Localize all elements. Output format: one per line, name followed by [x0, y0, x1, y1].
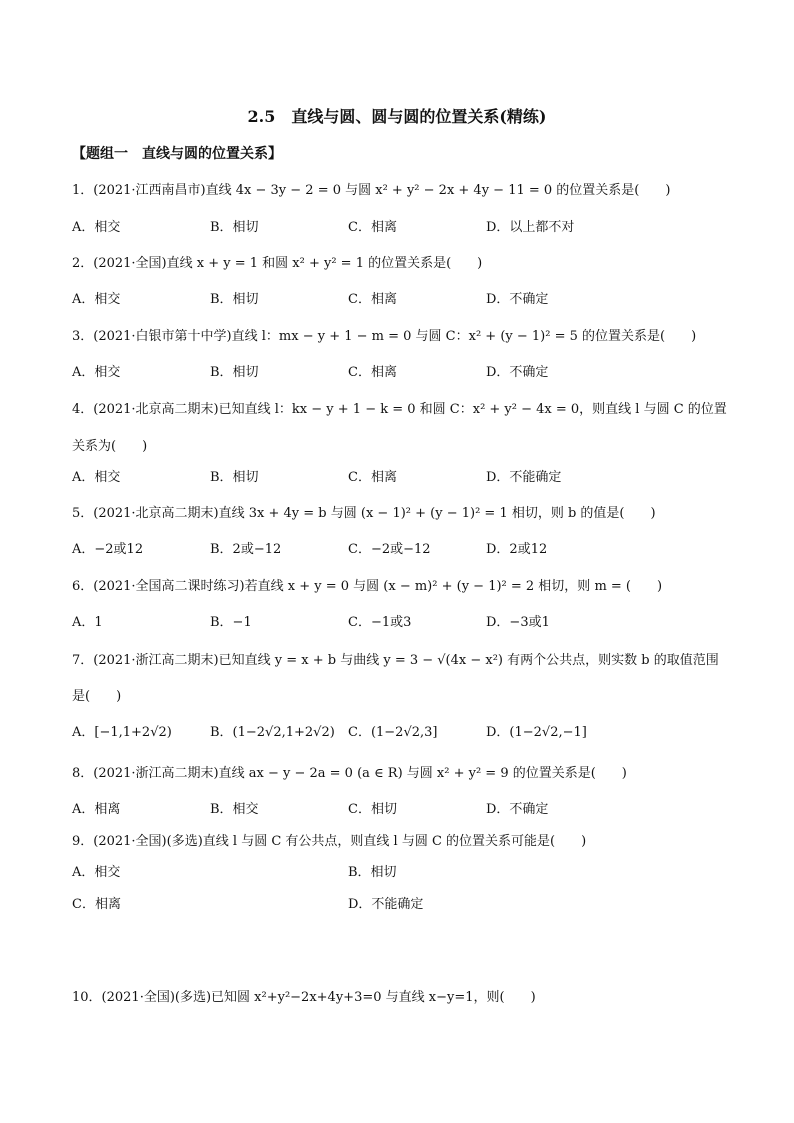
page-title: 2.5 直线与圆、圆与圆的位置关系(精练): [247, 107, 547, 126]
option-a: A．相交: [72, 865, 121, 880]
option-a: A．[−1,1+2√2): [72, 725, 172, 740]
option-c: C．相切: [348, 802, 397, 817]
option-b: B．−1: [210, 615, 252, 630]
question-4-stem-line2: 关系为( ): [72, 439, 148, 454]
option-b: B．相交: [210, 802, 259, 817]
option-d: D．不确定: [486, 802, 549, 817]
option-c: C．(1−2√2,3]: [348, 725, 438, 740]
question-3-options: [72, 361, 772, 381]
option-d: D．2或12: [486, 542, 548, 557]
question-2-stem: 2．(2021·全国)直线 x + y = 1 和圆 x² + y² = 1 的位置关系是( ): [72, 256, 483, 271]
question-6-options: [72, 611, 772, 631]
option-b: B．相切: [348, 865, 397, 880]
question-5-stem: 5．(2021·北京高二期末)直线 3x + 4y = b 与圆 (x − 1)² + (y − 1)² = 1 相切，则 b 的值是( ): [72, 506, 656, 521]
question-7-stem-line1: 7．(2021·浙江高二期末)已知直线 y = x + b 与曲线 y = 3 − √(4x − x²) 有两个公共点，则实数 b 的取值范围: [72, 653, 719, 668]
question-8-options: [72, 798, 772, 818]
question-4-options: [72, 466, 772, 486]
question-8-stem: 8．(2021·浙江高二期末)直线 ax − y − 2a = 0 (a ∈ R) 与圆 x² + y² = 9 的位置关系是( ): [72, 766, 627, 781]
question-3-stem: 3．(2021·白银市第十中学)直线 l：mx − y + 1 − m = 0 与圆 C：x² + (y − 1)² = 5 的位置关系是( ): [72, 329, 697, 344]
option-b: B．相切: [210, 365, 259, 380]
question-10-stem: 10．(2021·全国)(多选)已知圆 x²+y²−2x+4y+3=0 与直线 x−y=1，则( ): [72, 990, 536, 1005]
option-b: B．相切: [210, 292, 259, 307]
question-5-options: [72, 538, 772, 558]
question-4-stem-line1: 4．(2021·北京高二期末)已知直线 l：kx − y + 1 − k = 0 和圆 C：x² + y² − 4x = 0，则直线 l 与圆 C 的位置: [72, 402, 727, 417]
option-d: D．不能确定: [486, 470, 562, 485]
option-a: A．相离: [72, 802, 121, 817]
option-b: B．相切: [210, 220, 259, 235]
option-b: B．2或−12: [210, 542, 282, 557]
question-6-stem: 6．(2021·全国高二课时练习)若直线 x + y = 0 与圆 (x − m)² + (y − 1)² = 2 相切，则 m = ( ): [72, 579, 663, 594]
option-a: A．1: [72, 615, 103, 630]
option-c: C．相离: [348, 470, 397, 485]
question-1-options: [72, 216, 772, 236]
question-9-options-row1: [72, 861, 772, 881]
question-2-options: [72, 288, 772, 308]
group-heading: 【题组一 直线与圆的位置关系】: [72, 146, 282, 162]
option-d: D．不确定: [486, 292, 549, 307]
option-d: D．不能确定: [348, 897, 424, 912]
option-a: A．相交: [72, 365, 121, 380]
option-c: C．−1或3: [348, 615, 412, 630]
option-a: A．−2或12: [72, 542, 144, 557]
option-d: D．以上都不对: [486, 220, 575, 235]
option-c: C．相离: [348, 365, 397, 380]
option-d: D．−3或1: [486, 615, 550, 630]
option-c: C．相离: [348, 292, 397, 307]
question-9-options-row2: [72, 893, 772, 913]
option-b: B．(1−2√2,1+2√2): [210, 725, 335, 740]
option-c: C．相离: [348, 220, 397, 235]
question-7-options: [72, 721, 772, 741]
option-a: A．相交: [72, 220, 121, 235]
option-b: B．相切: [210, 470, 259, 485]
option-a: A．相交: [72, 292, 121, 307]
option-c: C．−2或−12: [348, 542, 431, 557]
question-9-stem: 9．(2021·全国)(多选)直线 l 与圆 C 有公共点，则直线 l 与圆 C 的位置关系可能是( ): [72, 834, 587, 849]
option-d: D．不确定: [486, 365, 549, 380]
option-d: D．(1−2√2,−1]: [486, 725, 587, 740]
option-a: A．相交: [72, 470, 121, 485]
option-c: C．相离: [72, 897, 121, 912]
question-7-stem-line2: 是( ): [72, 689, 122, 704]
question-1-stem: 1．(2021·江西南昌市)直线 4x − 3y − 2 = 0 与圆 x² + y² − 2x + 4y − 11 = 0 的位置关系是( ): [72, 183, 671, 198]
